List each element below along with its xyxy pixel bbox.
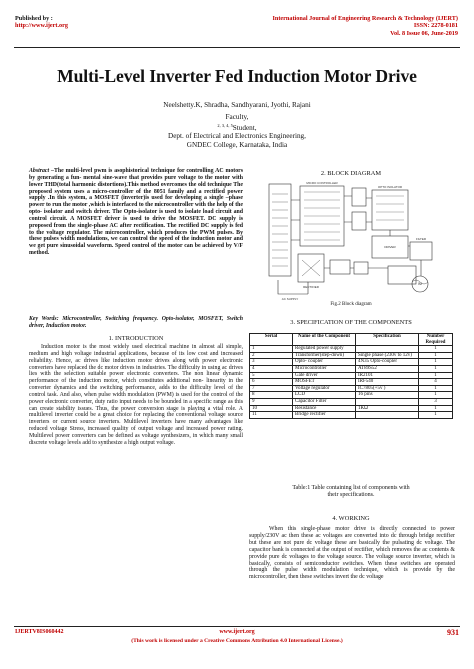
issn: ISSN: 2278-0181 [413,22,458,30]
cell-number: 1 [419,405,453,412]
author-role-student [14,122,460,133]
author-names: Neelshetty.K, Shradha, Sandhyarani, Jyothi, Rajani [163,101,311,109]
table-caption-line2: their specifications. [327,492,375,498]
rect-label: RECTIFIER [303,285,319,289]
micro-label: MICRO CONTROLLER [306,181,338,185]
cell-specification [356,398,419,405]
cell-component: MOSFET [293,379,356,386]
table-row [250,352,453,359]
cell-number: 1 [419,385,453,392]
cell-specification: Single phase (230v to 12v) [356,352,419,359]
paper-title: Multi-Level Inverter Fed Induction Motor Drive [57,66,417,86]
spec-heading: 3. SPECIFICATION OF THE COMPONENTS [290,319,412,326]
header-rule [14,47,460,48]
table-row [250,385,453,392]
cell-serial: 2 [250,352,293,359]
keywords-text: Microcontroller, Switching frequency. Opto-isolator, MOSFET, Switch driver, Induction motor. [29,316,243,329]
table-row [250,365,453,372]
motor-label: IM [418,282,422,286]
cell-number: 1 [419,412,453,419]
paper-id: IJERTV8IS060442 [15,629,64,635]
driver-label: DRIVER [384,245,396,249]
cell-serial: 1 [250,346,293,353]
working-body: When this single-phase motor drive is directly connected to power supply/230V ac then these ac voltages are converted into dc through bridge rectifier but these are not pure dc voltage these are basically the pulsating dc voltage. The capacitor bank is connected at the output of rectifier, which removes the ac contents & provide pure dc voltages to the voltage source. The voltage source inverter, which is basically, consists of semiconductor switches. When these switches are operated through the pulse width modulation technique, which is provide by the microcontroller, then these switches invert the dc voltage [249,526,455,581]
lcd-panel [269,184,291,276]
author-department: Dept. of Electrical and Electronics Engineering, [168,132,306,141]
cell-serial: 8 [250,392,293,399]
filter-block [410,242,432,260]
cell-number: 3 [419,398,453,405]
cell-component: Regulated power supply [293,346,356,353]
working-heading: 4. WORKING [332,515,370,522]
cell-number: 1 [419,372,453,379]
table-body [250,346,453,419]
cell-serial: 3 [250,359,293,366]
table-row [250,379,453,386]
cell-component: Microcontroller [293,365,356,372]
table-row [250,346,453,353]
filter-label: FILTER [415,237,427,241]
cell-component: Resistance [293,405,356,412]
author-role-faculty: Faculty, [225,112,249,121]
cell-specification: AT89S52 [356,365,419,372]
cell-component: Transformer(step-down) [293,352,356,359]
cell-component: Gate driver [293,372,356,379]
cell-component: Bridge rectifier [293,412,356,419]
cell-number: 1 [419,352,453,359]
keywords [29,316,243,330]
cell-serial: 11 [250,412,293,419]
student-label: Student, [232,123,257,132]
publisher-label: Published by : [15,15,53,22]
publisher-url-link[interactable]: http://www.ijert.org [15,22,68,30]
cell-component: Capacitor Filter [293,398,356,405]
cell-specification [356,412,419,419]
col-header-serial: Serial [250,334,293,346]
cell-serial: 7 [250,385,293,392]
ac-label: AC SUPPLY [281,297,299,301]
components-table [249,333,453,419]
cell-specification: 4N35 Opto-coupler [356,359,419,366]
cell-serial: 10 [250,405,293,412]
block-diagram [268,180,434,302]
cell-serial: 6 [250,379,293,386]
cell-specification: IRF540 [356,379,419,386]
journal-name: International Journal of Engineering Research & Technology (IJERT) [272,15,458,22]
col-header-spec: Specification [356,334,419,346]
cell-number: 4 [419,379,453,386]
col-header-name: Name of the Component [293,334,356,346]
table-row [250,412,453,419]
abstract-label: Abstract [29,168,50,174]
cell-specification: IR2101 [356,372,419,379]
cell-number: 1 [419,359,453,366]
intro-heading: 1. INTRODUCTION [108,335,164,342]
cell-serial: 4 [250,365,293,372]
journal-block [273,15,458,37]
student-superscript: 2, 3, 4, 5 [217,122,233,128]
table-caption-line1: Table:1 Table containing list of components with [292,485,410,491]
volume-issue: Vol. 8 Issue 06, June-2019 [390,29,458,37]
table-row [250,398,453,405]
cell-specification: 1KΩ [356,405,419,412]
table-row [250,405,453,412]
table-header-row [250,334,453,346]
cell-component: Voltage regulator [293,385,356,392]
license-notice: (This work is licensed under a Creative Commons Attribution 4.0 International License.) [131,638,343,644]
col-header-number: Number Required [419,334,453,346]
author-block [14,101,460,150]
cell-component: LCD [293,392,356,399]
cell-number: 1 [419,392,453,399]
table-caption [249,485,453,499]
keywords-label: Key Words: [29,316,59,322]
table-row [250,392,453,399]
table-row [250,359,453,366]
block-diagram-heading: 2. BLOCK DIAGRAM [320,170,382,177]
table-row [250,372,453,379]
abstract [29,168,243,257]
figure-caption: Fig.2 Block diagram [330,302,372,307]
publisher-block [15,15,68,30]
regulator-block [330,260,350,274]
cell-specification [356,346,419,353]
intro-body: Induction motor is the most widely used electrical machine in almost all simple, medium and high voltage industrial applications, because of its low cost and increased reliability. Hence, ac drives like induction motor drives along with power electronic converters have replaced the dc motor drives in industries. The difficulty in using ac drives lies with the selection suitable power electronic converters. The non linear dynamic performance of the induction motor, which constitutes additional non- linearity in the converter dynamics and the switching performance, adds to the difficulty level of the control task. And also, when pulse width modulation (PWM) is used for the control of the power electronic converter, duty ratio input needs to be bounded in a specific range as this can create stability issues. Thus, the power conversion stage is playing a vital role. A multilevel inverter could be a great choice for replacing the conventional voltage source inverters or current source inverters. Multilevel inverters have many advantages like reduced voltage Stress, increased quality of output voltage and increased power rating. Multilevel power converters can be defined as voltage synthesizers, in which many small discrete voltage levels add to synthesize a high output voltage. [29,344,243,446]
footer-rule [14,626,460,627]
page-number: 931 [447,628,459,637]
cell-specification: IC7805(+5v ) [356,385,419,392]
cell-specification: 16 pins [356,392,419,399]
cell-serial: 5 [250,372,293,379]
cell-serial: 9 [250,398,293,405]
author-college: GNDEC College, Karnataka, India [186,141,288,150]
cell-number: 1 [419,365,453,372]
cell-number: 1 [419,346,453,353]
cell-component: Opto- coupler [293,359,356,366]
abstract-text: –The multi-level pwm is asophistorical technique for controlling AC motors by generating a fun- mental sine-wave that provides pure voltage to the motor with lower THD(total harmonic distortions).This method overcomes the old technique The proposed system uses a micro-controller of the 8051 family and a rectified power supply .In this system, a MOSFET (inverter)is used for developing a single –phase power to run the motor ,which is interfaced to the microcontroller with the help of the opto- isolator and switch driver. The Opto-isolator is used to isolate load circuit and control circuit. A MOSFET driver is used to drive the MOSFET. DC supply is proposed from the single-phase AC after rectification. The rectified DC supply is fed to the voltage regulator. The microcontroller, which produces the PWM pulses. By these pulses width modulations, we can control the speed of the induction motor and we get pure sinusoidal waveform. Speed control of the motor can be achieved by V/F method. [29,168,243,257]
footer-site-link[interactable]: www.ijert.org [219,629,255,635]
opto-label: OPTO ISOLATOR [377,185,403,189]
